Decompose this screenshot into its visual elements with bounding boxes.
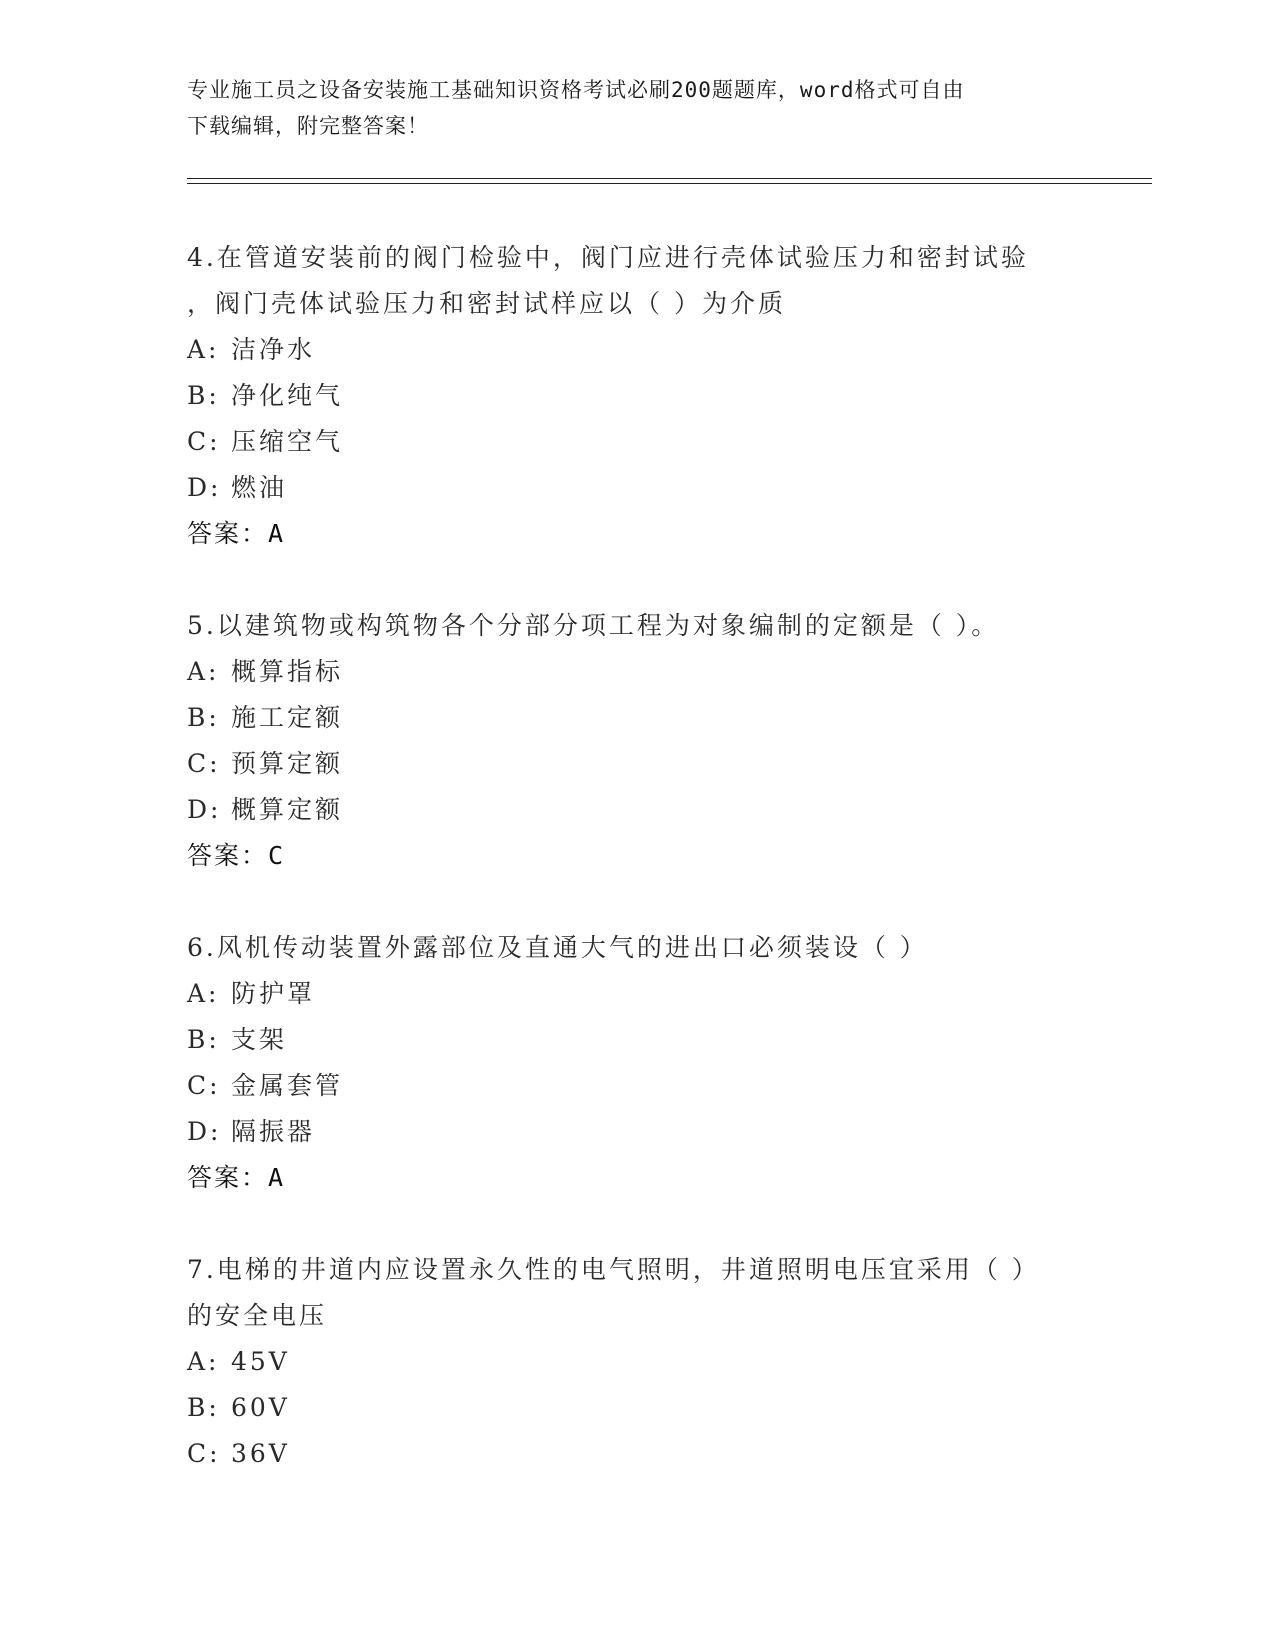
option-letter: C: xyxy=(187,1439,221,1468)
option-text: 45V xyxy=(231,1347,290,1376)
option-text: 洁净水 xyxy=(231,335,316,364)
option-a xyxy=(187,649,1087,695)
question-text-line: 5.以建筑物或构筑物各个分部分项工程为对象编制的定额是（ ）。 xyxy=(187,611,1000,640)
option-a xyxy=(187,1339,1087,1385)
document-header xyxy=(187,72,1087,144)
option-text: 隔振器 xyxy=(231,1117,316,1146)
question-text-line: 4.在管道安装前的阀门检验中，阀门应进行壳体试验压力和密封试验 xyxy=(187,243,1029,272)
answer-line xyxy=(187,1155,1087,1201)
question-list xyxy=(187,235,1087,1523)
option-text: 燃油 xyxy=(231,473,288,502)
question-6 xyxy=(187,925,1087,1201)
option-c xyxy=(187,1431,1087,1477)
option-text: 压缩空气 xyxy=(231,427,344,456)
answer-label: 答案： xyxy=(187,841,269,870)
option-text: 净化纯气 xyxy=(231,381,344,410)
option-letter: B: xyxy=(187,703,220,732)
option-letter: B: xyxy=(187,1025,220,1054)
option-b xyxy=(187,1017,1087,1063)
option-b xyxy=(187,373,1087,419)
option-d xyxy=(187,465,1087,511)
option-c xyxy=(187,1063,1087,1109)
answer-line xyxy=(187,833,1087,879)
option-a xyxy=(187,327,1087,373)
option-letter: A: xyxy=(187,657,220,686)
question-text-line: 6.风机传动装置外露部位及直通大气的进出口必须装设（ ） xyxy=(187,933,928,962)
option-letter: D: xyxy=(187,1117,222,1146)
question-5 xyxy=(187,603,1087,879)
answer-label: 答案： xyxy=(187,1163,269,1192)
option-text: 金属套管 xyxy=(231,1071,344,1100)
option-letter: A: xyxy=(187,1347,220,1376)
header-line-1: 专业施工员之设备安装施工基础知识资格考试必刷200题题库，word格式可自由 xyxy=(187,78,965,102)
header-divider-top xyxy=(187,178,1152,179)
option-letter: C: xyxy=(187,749,221,778)
answer-value: C xyxy=(268,841,286,870)
answer-line xyxy=(187,511,1087,557)
option-a xyxy=(187,971,1087,1017)
header-divider-bottom xyxy=(187,183,1152,184)
option-text: 防护罩 xyxy=(231,979,316,1008)
option-letter: C: xyxy=(187,1071,221,1100)
option-text: 概算定额 xyxy=(231,795,344,824)
answer-label: 答案： xyxy=(187,519,269,548)
answer-value: A xyxy=(268,1163,286,1192)
answer-value: A xyxy=(268,519,286,548)
option-c xyxy=(187,419,1087,465)
option-d xyxy=(187,1109,1087,1155)
question-text-line: ，阀门壳体试验压力和密封试样应以（ ）为介质 xyxy=(187,289,786,318)
option-text: 36V xyxy=(231,1439,290,1468)
option-text: 施工定额 xyxy=(231,703,344,732)
option-text: 预算定额 xyxy=(231,749,344,778)
question-7 xyxy=(187,1247,1087,1477)
option-b xyxy=(187,695,1087,741)
option-letter: D: xyxy=(187,795,222,824)
option-text: 支架 xyxy=(231,1025,288,1054)
option-letter: A: xyxy=(187,979,220,1008)
option-letter: D: xyxy=(187,473,222,502)
option-letter: B: xyxy=(187,381,220,410)
option-text: 概算指标 xyxy=(231,657,344,686)
question-text-line: 7.电梯的井道内应设置永久性的电气照明，井道照明电压宜采用（ ） xyxy=(187,1255,1040,1284)
question-4 xyxy=(187,235,1087,557)
option-letter: C: xyxy=(187,427,221,456)
option-letter: B: xyxy=(187,1393,220,1422)
header-line-2: 下载编辑，附完整答案！ xyxy=(187,114,429,138)
question-text-line: 的安全电压 xyxy=(187,1301,328,1330)
option-letter: A: xyxy=(187,335,220,364)
option-d xyxy=(187,787,1087,833)
option-text: 60V xyxy=(231,1393,290,1422)
option-c xyxy=(187,741,1087,787)
option-b xyxy=(187,1385,1087,1431)
